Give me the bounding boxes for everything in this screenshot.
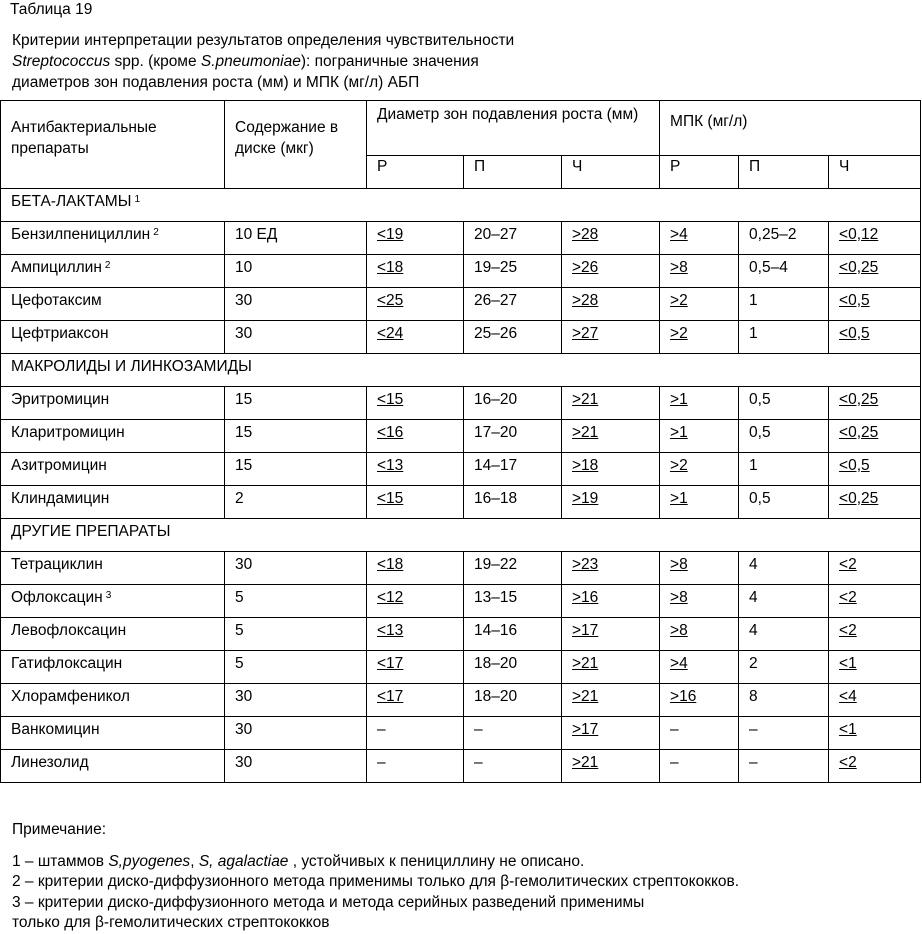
- drug-name-cell: [1, 222, 225, 255]
- table-row: [1, 255, 921, 288]
- title-line-1: Критерии интерпретации результатов определения чувствительности: [12, 32, 515, 49]
- drug-name-cell: [1, 717, 225, 750]
- drug-name: Кларитромицин: [11, 424, 125, 441]
- mic-intermediate: 0,25–2: [739, 222, 829, 255]
- zone-susceptible: >27: [562, 321, 660, 354]
- table-row: [1, 321, 921, 354]
- drug-name: Хлорамфеникол: [11, 688, 130, 705]
- mic-susceptible: <0,25: [829, 387, 921, 420]
- mic-resistant: >16: [660, 684, 739, 717]
- drug-name: Левофлоксацин: [11, 622, 127, 639]
- disk-content: 2: [225, 486, 367, 519]
- drug-name: Офлоксацин: [11, 589, 103, 606]
- disk-content: 15: [225, 453, 367, 486]
- table-row: [1, 618, 921, 651]
- drug-name: Линезолид: [11, 754, 89, 771]
- drug-name: Цефтриаксон: [11, 325, 109, 342]
- zone-susceptible: >21: [562, 651, 660, 684]
- mic-susceptible: <0,5: [829, 453, 921, 486]
- zone-resistant: <13: [367, 618, 464, 651]
- header-zone-i: П: [464, 156, 562, 189]
- zone-susceptible: >17: [562, 618, 660, 651]
- mic-susceptible: <2: [829, 585, 921, 618]
- mic-resistant: >8: [660, 552, 739, 585]
- mic-intermediate: 0,5: [739, 486, 829, 519]
- zone-resistant: <12: [367, 585, 464, 618]
- footnote-ref: 3: [105, 590, 112, 601]
- disk-content: 30: [225, 288, 367, 321]
- table-row: [1, 222, 921, 255]
- section-title: [1, 189, 921, 222]
- disk-content: 15: [225, 387, 367, 420]
- zone-resistant: <19: [367, 222, 464, 255]
- footnote-ref: 2: [153, 227, 159, 238]
- mic-resistant: >1: [660, 387, 739, 420]
- disk-content: 10 ЕД: [225, 222, 367, 255]
- table-row: [1, 750, 921, 783]
- drug-name-cell: [1, 387, 225, 420]
- breakpoints-table: [0, 100, 921, 783]
- table-row: [1, 420, 921, 453]
- table-row: [1, 552, 921, 585]
- zone-resistant: <13: [367, 453, 464, 486]
- mic-resistant: >8: [660, 585, 739, 618]
- zone-resistant: <18: [367, 255, 464, 288]
- drug-name-cell: [1, 486, 225, 519]
- table-title: [12, 30, 912, 93]
- zone-intermediate: 14–16: [464, 618, 562, 651]
- zone-susceptible: >21: [562, 750, 660, 783]
- mic-susceptible: <2: [829, 750, 921, 783]
- drug-name: Азитромицин: [11, 457, 107, 474]
- header-mic-s: Ч: [829, 156, 921, 189]
- mic-resistant: >1: [660, 486, 739, 519]
- note-1-species-1: S,pyogenes: [108, 852, 191, 870]
- note-1: [12, 852, 917, 873]
- zone-intermediate: 19–25: [464, 255, 562, 288]
- section-title-text: МАКРОЛИДЫ И ЛИНКОЗАМИДЫ: [11, 358, 252, 375]
- disk-content: 30: [225, 684, 367, 717]
- mic-susceptible: <1: [829, 717, 921, 750]
- mic-intermediate: 0,5: [739, 387, 829, 420]
- mic-intermediate: 4: [739, 618, 829, 651]
- zone-susceptible: >21: [562, 684, 660, 717]
- mic-susceptible: <2: [829, 552, 921, 585]
- zone-intermediate: 20–27: [464, 222, 562, 255]
- mic-susceptible: <4: [829, 684, 921, 717]
- header-row-1: [1, 101, 921, 156]
- mic-susceptible: <1: [829, 651, 921, 684]
- note-1-a: 1 – штаммов: [12, 852, 109, 870]
- mic-resistant: >2: [660, 288, 739, 321]
- mic-intermediate: 8: [739, 684, 829, 717]
- mic-resistant: >8: [660, 618, 739, 651]
- note-1-c: , устойчивых к пенициллину не описано.: [288, 852, 585, 870]
- header-zone-r: Р: [367, 156, 464, 189]
- drug-name-cell: [1, 552, 225, 585]
- header-zone-s: Ч: [562, 156, 660, 189]
- drug-name-cell: [1, 750, 225, 783]
- disk-content: 30: [225, 717, 367, 750]
- table-number: Таблица 19: [10, 1, 93, 18]
- title-line-2b: ): пограничные значения: [300, 53, 479, 70]
- section-row: [1, 354, 921, 387]
- drug-name: Ванкомицин: [11, 721, 100, 738]
- footnote-ref: 2: [104, 260, 111, 271]
- mic-susceptible: <0,25: [829, 255, 921, 288]
- mic-intermediate: 2: [739, 651, 829, 684]
- section-row: [1, 189, 921, 222]
- zone-intermediate: 18–20: [464, 684, 562, 717]
- zone-susceptible: >23: [562, 552, 660, 585]
- drug-name-cell: [1, 288, 225, 321]
- table-row: [1, 651, 921, 684]
- disk-content: 5: [225, 651, 367, 684]
- note-3: 3 – критерии диско-диффузионного метода и метода серийных разведений применимы: [12, 893, 645, 911]
- table-row: [1, 684, 921, 717]
- zone-intermediate: 19–22: [464, 552, 562, 585]
- header-mic-r: Р: [660, 156, 739, 189]
- mic-susceptible: <0,25: [829, 486, 921, 519]
- mic-intermediate: 4: [739, 585, 829, 618]
- disk-content: 5: [225, 585, 367, 618]
- mic-resistant: –: [660, 750, 739, 783]
- mic-intermediate: 0,5: [739, 420, 829, 453]
- mic-intermediate: 1: [739, 453, 829, 486]
- disk-content: 10: [225, 255, 367, 288]
- zone-susceptible: >17: [562, 717, 660, 750]
- table-row: [1, 288, 921, 321]
- note-1-b: ,: [190, 852, 199, 870]
- note-3-continued: только для β-гемолитических стрептококков: [12, 914, 330, 931]
- zone-resistant: <15: [367, 387, 464, 420]
- zone-intermediate: 13–15: [464, 585, 562, 618]
- note-1-species-2: S, agalactiae: [198, 852, 289, 870]
- mic-intermediate: –: [739, 750, 829, 783]
- drug-name: Бензилпенициллин: [11, 226, 151, 243]
- zone-resistant: <24: [367, 321, 464, 354]
- zone-susceptible: >18: [562, 453, 660, 486]
- header-zone: Диаметр зон подавления роста (мм): [367, 101, 660, 156]
- title-species: S.pneumoniae: [200, 53, 301, 70]
- zone-intermediate: 16–18: [464, 486, 562, 519]
- table-row: [1, 387, 921, 420]
- zone-resistant: –: [367, 717, 464, 750]
- drug-name-cell: [1, 321, 225, 354]
- zone-susceptible: >26: [562, 255, 660, 288]
- title-line-3: диаметров зон подавления роста (мм) и МПК (мг/л) АБП: [12, 74, 420, 91]
- drug-name: Гатифлоксацин: [11, 655, 123, 672]
- header-disk: Содержание в диске (мкг): [225, 101, 367, 189]
- mic-intermediate: 4: [739, 552, 829, 585]
- section-row: [1, 519, 921, 552]
- drug-name-cell: [1, 618, 225, 651]
- mic-intermediate: 0,5–4: [739, 255, 829, 288]
- title-line-2: [12, 51, 912, 72]
- section-title: [1, 354, 921, 387]
- mic-resistant: >2: [660, 321, 739, 354]
- zone-resistant: <17: [367, 651, 464, 684]
- zone-resistant: <16: [367, 420, 464, 453]
- table-row: [1, 717, 921, 750]
- header-mic-i: П: [739, 156, 829, 189]
- zone-intermediate: 16–20: [464, 387, 562, 420]
- footnote-ref: 1: [134, 194, 140, 205]
- mic-susceptible: <0,5: [829, 288, 921, 321]
- notes: [12, 820, 917, 934]
- mic-resistant: >8: [660, 255, 739, 288]
- drug-name: Ампициллин: [11, 259, 102, 276]
- zone-intermediate: 26–27: [464, 288, 562, 321]
- zone-susceptible: >19: [562, 486, 660, 519]
- table-row: [1, 486, 921, 519]
- drug-name-cell: [1, 453, 225, 486]
- zone-intermediate: 25–26: [464, 321, 562, 354]
- mic-resistant: –: [660, 717, 739, 750]
- zone-susceptible: >28: [562, 288, 660, 321]
- title-line-2a: spp. (кроме: [110, 53, 201, 70]
- mic-intermediate: –: [739, 717, 829, 750]
- mic-susceptible: <2: [829, 618, 921, 651]
- drug-name-cell: [1, 255, 225, 288]
- mic-susceptible: <0,12: [829, 222, 921, 255]
- zone-resistant: <25: [367, 288, 464, 321]
- zone-susceptible: >16: [562, 585, 660, 618]
- mic-resistant: >1: [660, 420, 739, 453]
- table-row: [1, 453, 921, 486]
- mic-susceptible: <0,25: [829, 420, 921, 453]
- zone-resistant: <17: [367, 684, 464, 717]
- mic-susceptible: <0,5: [829, 321, 921, 354]
- zone-susceptible: >21: [562, 420, 660, 453]
- disk-content: 30: [225, 552, 367, 585]
- disk-content: 30: [225, 750, 367, 783]
- drug-name: Эритромицин: [11, 391, 110, 408]
- mic-intermediate: 1: [739, 321, 829, 354]
- zone-resistant: <15: [367, 486, 464, 519]
- zone-resistant: –: [367, 750, 464, 783]
- section-title-text: ДРУГИЕ ПРЕПАРАТЫ: [11, 523, 171, 540]
- drug-name-cell: [1, 585, 225, 618]
- zone-intermediate: 18–20: [464, 651, 562, 684]
- zone-intermediate: 17–20: [464, 420, 562, 453]
- section-title: [1, 519, 921, 552]
- zone-susceptible: >28: [562, 222, 660, 255]
- drug-name: Цефотаксим: [11, 292, 102, 309]
- zone-susceptible: >21: [562, 387, 660, 420]
- disk-content: 5: [225, 618, 367, 651]
- section-title-text: БЕТА-ЛАКТАМЫ: [11, 193, 132, 210]
- title-genus: Streptococcus: [12, 53, 111, 70]
- zone-intermediate: 14–17: [464, 453, 562, 486]
- zone-resistant: <18: [367, 552, 464, 585]
- drug-name: Тетрациклин: [11, 556, 103, 573]
- header-mic: МПК (мг/л): [660, 101, 921, 156]
- header-drug: Антибактериальные препараты: [1, 101, 225, 189]
- drug-name-cell: [1, 420, 225, 453]
- drug-name-cell: [1, 684, 225, 717]
- mic-intermediate: 1: [739, 288, 829, 321]
- mic-resistant: >4: [660, 651, 739, 684]
- zone-intermediate: –: [464, 750, 562, 783]
- disk-content: 15: [225, 420, 367, 453]
- drug-name: Клиндамицин: [11, 490, 110, 507]
- mic-resistant: >4: [660, 222, 739, 255]
- disk-content: 30: [225, 321, 367, 354]
- notes-heading: Примечание:: [12, 821, 107, 838]
- note-2: 2 – критерии диско-диффузионного метода применимы только для β-гемолитических стрептококков.: [12, 873, 740, 890]
- zone-intermediate: –: [464, 717, 562, 750]
- mic-resistant: >2: [660, 453, 739, 486]
- table-row: [1, 585, 921, 618]
- drug-name-cell: [1, 651, 225, 684]
- table-body: [1, 189, 921, 783]
